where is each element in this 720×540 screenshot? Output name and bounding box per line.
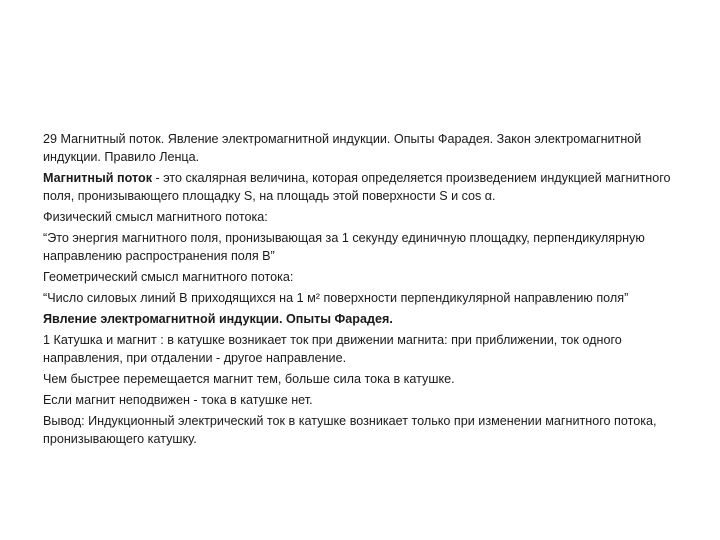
flux-term: Магнитный поток — [43, 171, 152, 185]
title-line: 29 Магнитный поток. Явление электромагнитной индукции. Опыты Фарадея. Закон электромагнитной индукции. Правило Ленца. — [43, 132, 642, 164]
experiment-1: 1 Катушка и магнит : в катушке возникает ток при движении магнита: при приближении, ток одного направления, при отдалении - другое направление. — [43, 333, 622, 365]
geometric-meaning-heading: Геометрический смысл магнитного потока: — [43, 270, 294, 284]
faster-magnet-statement: Чем быстрее перемещается магнит тем, больше сила тока в катушке. — [43, 372, 455, 386]
induction-heading: Явление электромагнитной индукции. Опыты Фарадея. — [43, 312, 393, 326]
slide-text-body — [43, 130, 683, 451]
conclusion: Вывод: Индукционный электрический ток в катушке возникает только при изменении магнитного потока, пронизывающего катушку. — [43, 414, 657, 446]
flux-definition-paragraph — [43, 169, 683, 205]
geometric-meaning-quote: “Число силовых линий В приходящихся на 1 м² поверхности перпендикулярной направлению поля” — [43, 291, 629, 305]
physical-meaning-quote: “Это энергия магнитного поля, пронизывающая за 1 секунду единичную площадку, перпендикулярную направлению распространения поля В” — [43, 231, 645, 263]
magnet-still-statement: Если магнит неподвижен - тока в катушке нет. — [43, 393, 313, 407]
physical-meaning-heading: Физический смысл магнитного потока: — [43, 210, 268, 224]
flux-definition: - это скалярная величина, которая определяется произведением индукцией магнитного поля, пронизывающего площадку S, на площадь этой поверхности S и cos α. — [43, 171, 671, 203]
